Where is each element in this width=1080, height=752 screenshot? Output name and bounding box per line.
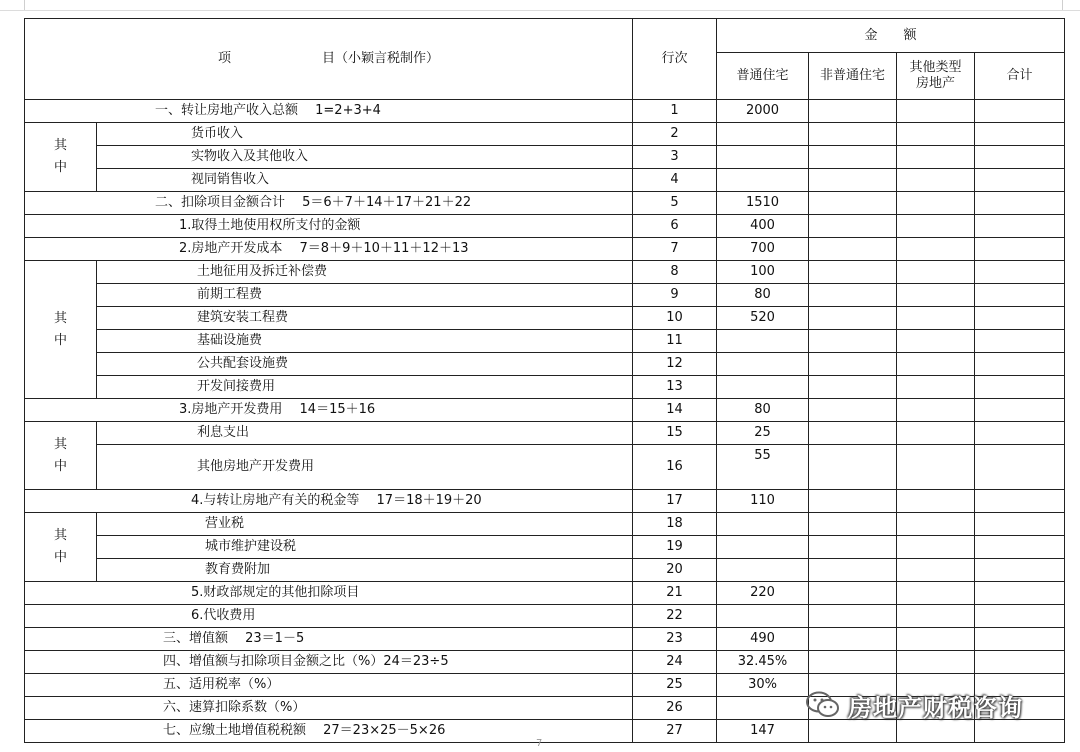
- table-row: [25, 605, 1065, 628]
- table-row: [25, 238, 1065, 261]
- row-nonordinary-amount: [809, 192, 897, 215]
- row-other-realestate-amount: [897, 490, 975, 513]
- row-ordinary-housing-amount: [717, 353, 809, 376]
- row-other-realestate-amount: [897, 284, 975, 307]
- row-other-realestate-amount: [897, 651, 975, 674]
- row-ordinary-housing-amount: 55: [717, 445, 809, 490]
- row-other-realestate-amount: [897, 513, 975, 536]
- row-total-amount: [975, 169, 1065, 192]
- row-ordinary-housing-amount: 400: [717, 215, 809, 238]
- group-label-qizhong: 其 中: [25, 422, 97, 490]
- row-total-amount: [975, 192, 1065, 215]
- row-ordinary-housing-amount: [717, 605, 809, 628]
- row-total-amount: [975, 582, 1065, 605]
- row-nonordinary-amount: [809, 422, 897, 445]
- row-total-amount: [975, 330, 1065, 353]
- row-nonordinary-amount: [809, 651, 897, 674]
- row-other-realestate-amount: [897, 100, 975, 123]
- row-total-amount: [975, 628, 1065, 651]
- row-total-amount: [975, 376, 1065, 399]
- header-item: 项 目（小颖言税制作）: [25, 19, 633, 100]
- row-line-number: 24: [633, 651, 717, 674]
- land-vat-table: [24, 18, 1065, 743]
- row-total-amount: [975, 720, 1065, 743]
- row-line-number: 14: [633, 399, 717, 422]
- table-row: [25, 284, 1065, 307]
- row-item-label: 营业税: [97, 513, 633, 536]
- row-ordinary-housing-amount: 80: [717, 284, 809, 307]
- row-ordinary-housing-amount: 147: [717, 720, 809, 743]
- row-total-amount: [975, 146, 1065, 169]
- row-item-label: 前期工程费: [97, 284, 633, 307]
- row-other-realestate-amount: [897, 376, 975, 399]
- row-item-label: 其他房地产开发费用: [97, 445, 633, 490]
- row-total-amount: [975, 100, 1065, 123]
- row-other-realestate-amount: [897, 536, 975, 559]
- row-item-label: 一、转让房地产收入总额 1=2+3+4: [25, 100, 633, 123]
- row-nonordinary-amount: [809, 169, 897, 192]
- row-nonordinary-amount: [809, 720, 897, 743]
- row-other-realestate-amount: [897, 399, 975, 422]
- row-line-number: 2: [633, 123, 717, 146]
- wechat-icon: [806, 691, 840, 719]
- row-item-label: 3.房地产开发费用 14＝15＋16: [25, 399, 633, 422]
- group-label-qizhong: 其 中: [25, 123, 97, 192]
- row-nonordinary-amount: [809, 490, 897, 513]
- row-line-number: 25: [633, 674, 717, 697]
- row-nonordinary-amount: [809, 123, 897, 146]
- row-item-label: 开发间接费用: [97, 376, 633, 399]
- page-top-edge: [0, 0, 1080, 11]
- row-ordinary-housing-amount: [717, 169, 809, 192]
- row-item-label: 利息支出: [97, 422, 633, 445]
- row-item-label: 五、适用税率（%）: [25, 674, 633, 697]
- row-line-number: 11: [633, 330, 717, 353]
- row-line-number: 13: [633, 376, 717, 399]
- row-ordinary-housing-amount: 700: [717, 238, 809, 261]
- table-row: [25, 376, 1065, 399]
- row-ordinary-housing-amount: 25: [717, 422, 809, 445]
- row-nonordinary-amount: [809, 330, 897, 353]
- table-row: [25, 445, 1065, 490]
- row-item-label: 视同销售收入: [97, 169, 633, 192]
- row-ordinary-housing-amount: 490: [717, 628, 809, 651]
- row-item-label: 2.房地产开发成本 7＝8＋9＋10＋11＋12＋13: [25, 238, 633, 261]
- row-ordinary-housing-amount: 220: [717, 582, 809, 605]
- row-other-realestate-amount: [897, 192, 975, 215]
- row-nonordinary-amount: [809, 513, 897, 536]
- row-nonordinary-amount: [809, 445, 897, 490]
- page-number: 7: [536, 738, 543, 749]
- row-nonordinary-amount: [809, 399, 897, 422]
- row-line-number: 6: [633, 215, 717, 238]
- row-ordinary-housing-amount: [717, 146, 809, 169]
- row-total-amount: [975, 490, 1065, 513]
- row-line-number: 8: [633, 261, 717, 284]
- row-ordinary-housing-amount: [717, 330, 809, 353]
- row-nonordinary-amount: [809, 284, 897, 307]
- row-line-number: 9: [633, 284, 717, 307]
- row-total-amount: [975, 651, 1065, 674]
- row-ordinary-housing-amount: [717, 697, 809, 720]
- row-other-realestate-amount: [897, 330, 975, 353]
- row-line-number: 18: [633, 513, 717, 536]
- row-total-amount: [975, 284, 1065, 307]
- row-line-number: 10: [633, 307, 717, 330]
- header-nonordinary-housing: 非普通住宅: [809, 53, 897, 100]
- row-ordinary-housing-amount: 100: [717, 261, 809, 284]
- table-row: [25, 192, 1065, 215]
- row-total-amount: [975, 353, 1065, 376]
- row-ordinary-housing-amount: 520: [717, 307, 809, 330]
- group-label-qizhong: 其 中: [25, 513, 97, 582]
- row-nonordinary-amount: [809, 559, 897, 582]
- row-total-amount: [975, 513, 1065, 536]
- row-line-number: 27: [633, 720, 717, 743]
- row-line-number: 20: [633, 559, 717, 582]
- row-line-number: 26: [633, 697, 717, 720]
- row-other-realestate-amount: [897, 445, 975, 490]
- row-nonordinary-amount: [809, 100, 897, 123]
- row-nonordinary-amount: [809, 307, 897, 330]
- row-line-number: 3: [633, 146, 717, 169]
- table-row: [25, 422, 1065, 445]
- row-nonordinary-amount: [809, 238, 897, 261]
- header-ordinary-housing: 普通住宅: [717, 53, 809, 100]
- row-line-number: 15: [633, 422, 717, 445]
- row-item-label: 二、扣除项目金额合计 5＝6＋7＋14＋17＋21＋22: [25, 192, 633, 215]
- row-line-number: 21: [633, 582, 717, 605]
- row-item-label: 货币收入: [97, 123, 633, 146]
- row-ordinary-housing-amount: [717, 559, 809, 582]
- row-other-realestate-amount: [897, 628, 975, 651]
- row-total-amount: [975, 238, 1065, 261]
- row-line-number: 17: [633, 490, 717, 513]
- table-row: [25, 261, 1065, 284]
- table-row: [25, 536, 1065, 559]
- row-nonordinary-amount: [809, 261, 897, 284]
- row-ordinary-housing-amount: 32.45%: [717, 651, 809, 674]
- row-ordinary-housing-amount: 80: [717, 399, 809, 422]
- page-corner-mark: [1062, 0, 1063, 10]
- row-nonordinary-amount: [809, 536, 897, 559]
- row-item-label: 城市维护建设税: [97, 536, 633, 559]
- row-line-number: 23: [633, 628, 717, 651]
- row-other-realestate-amount: [897, 307, 975, 330]
- table-row: [25, 720, 1065, 743]
- header-other-realestate: 其他类型 房地产: [897, 53, 975, 100]
- row-other-realestate-amount: [897, 238, 975, 261]
- row-other-realestate-amount: [897, 605, 975, 628]
- row-ordinary-housing-amount: [717, 536, 809, 559]
- header-amount: 金 额: [717, 19, 1065, 53]
- table-row: [25, 582, 1065, 605]
- row-other-realestate-amount: [897, 582, 975, 605]
- table-row: [25, 307, 1065, 330]
- row-item-label: 6.代收费用: [25, 605, 633, 628]
- table-row: [25, 651, 1065, 674]
- table-row: [25, 330, 1065, 353]
- row-other-realestate-amount: [897, 422, 975, 445]
- row-other-realestate-amount: [897, 261, 975, 284]
- row-item-label: 基础设施费: [97, 330, 633, 353]
- group-label-qizhong: 其 中: [25, 261, 97, 399]
- page-corner-mark: [24, 0, 25, 10]
- row-line-number: 7: [633, 238, 717, 261]
- row-ordinary-housing-amount: [717, 513, 809, 536]
- row-total-amount: [975, 536, 1065, 559]
- row-item-label: 1.取得土地使用权所支付的金额: [25, 215, 633, 238]
- table-row: [25, 100, 1065, 123]
- watermark: [806, 688, 1023, 722]
- table-row: [25, 146, 1065, 169]
- row-total-amount: [975, 307, 1065, 330]
- row-other-realestate-amount: [897, 215, 975, 238]
- row-total-amount: [975, 261, 1065, 284]
- row-item-label: 土地征用及拆迁补偿费: [97, 261, 633, 284]
- row-total-amount: [975, 422, 1065, 445]
- row-nonordinary-amount: [809, 582, 897, 605]
- row-item-label: 六、速算扣除系数（%）: [25, 697, 633, 720]
- row-line-number: 5: [633, 192, 717, 215]
- row-other-realestate-amount: [897, 353, 975, 376]
- row-item-label: 三、增值额 23＝1－5: [25, 628, 633, 651]
- table-row: [25, 169, 1065, 192]
- row-line-number: 19: [633, 536, 717, 559]
- row-total-amount: [975, 215, 1065, 238]
- row-item-label: 公共配套设施费: [97, 353, 633, 376]
- row-total-amount: [975, 399, 1065, 422]
- row-other-realestate-amount: [897, 720, 975, 743]
- row-item-label: 七、应缴土地增值税税额 27＝23×25－5×26: [25, 720, 633, 743]
- row-nonordinary-amount: [809, 605, 897, 628]
- watermark-text: 房地产财税咨询: [848, 693, 1023, 722]
- row-other-realestate-amount: [897, 123, 975, 146]
- row-item-label: 4.与转让房地产有关的税金等 17＝18＋19＋20: [25, 490, 633, 513]
- row-nonordinary-amount: [809, 146, 897, 169]
- row-line-number: 1: [633, 100, 717, 123]
- row-total-amount: [975, 123, 1065, 146]
- row-item-label: 四、增值额与扣除项目金额之比（%）24＝23÷5: [25, 651, 633, 674]
- row-ordinary-housing-amount: [717, 376, 809, 399]
- row-other-realestate-amount: [897, 559, 975, 582]
- table-row: [25, 628, 1065, 651]
- row-item-label: 建筑安装工程费: [97, 307, 633, 330]
- row-item-label: 教育费附加: [97, 559, 633, 582]
- table-row: [25, 353, 1065, 376]
- row-ordinary-housing-amount: 2000: [717, 100, 809, 123]
- row-line-number: 4: [633, 169, 717, 192]
- row-total-amount: [975, 605, 1065, 628]
- row-nonordinary-amount: [809, 376, 897, 399]
- table-row: [25, 215, 1065, 238]
- row-line-number: 16: [633, 445, 717, 490]
- row-ordinary-housing-amount: 110: [717, 490, 809, 513]
- row-ordinary-housing-amount: [717, 123, 809, 146]
- table-row: [25, 513, 1065, 536]
- table-row: [25, 559, 1065, 582]
- row-line-number: 22: [633, 605, 717, 628]
- row-nonordinary-amount: [809, 215, 897, 238]
- row-other-realestate-amount: [897, 146, 975, 169]
- row-ordinary-housing-amount: 1510: [717, 192, 809, 215]
- row-item-label: 5.财政部规定的其他扣除项目: [25, 582, 633, 605]
- row-total-amount: [975, 445, 1065, 490]
- row-line-number: 12: [633, 353, 717, 376]
- row-nonordinary-amount: [809, 628, 897, 651]
- row-nonordinary-amount: [809, 353, 897, 376]
- row-ordinary-housing-amount: 30%: [717, 674, 809, 697]
- table-row: [25, 490, 1065, 513]
- row-other-realestate-amount: [897, 169, 975, 192]
- table-row: [25, 123, 1065, 146]
- row-item-label: 实物收入及其他收入: [97, 146, 633, 169]
- header-line-no: 行次: [633, 19, 717, 100]
- header-total: 合计: [975, 53, 1065, 100]
- table-row: [25, 399, 1065, 422]
- row-total-amount: [975, 559, 1065, 582]
